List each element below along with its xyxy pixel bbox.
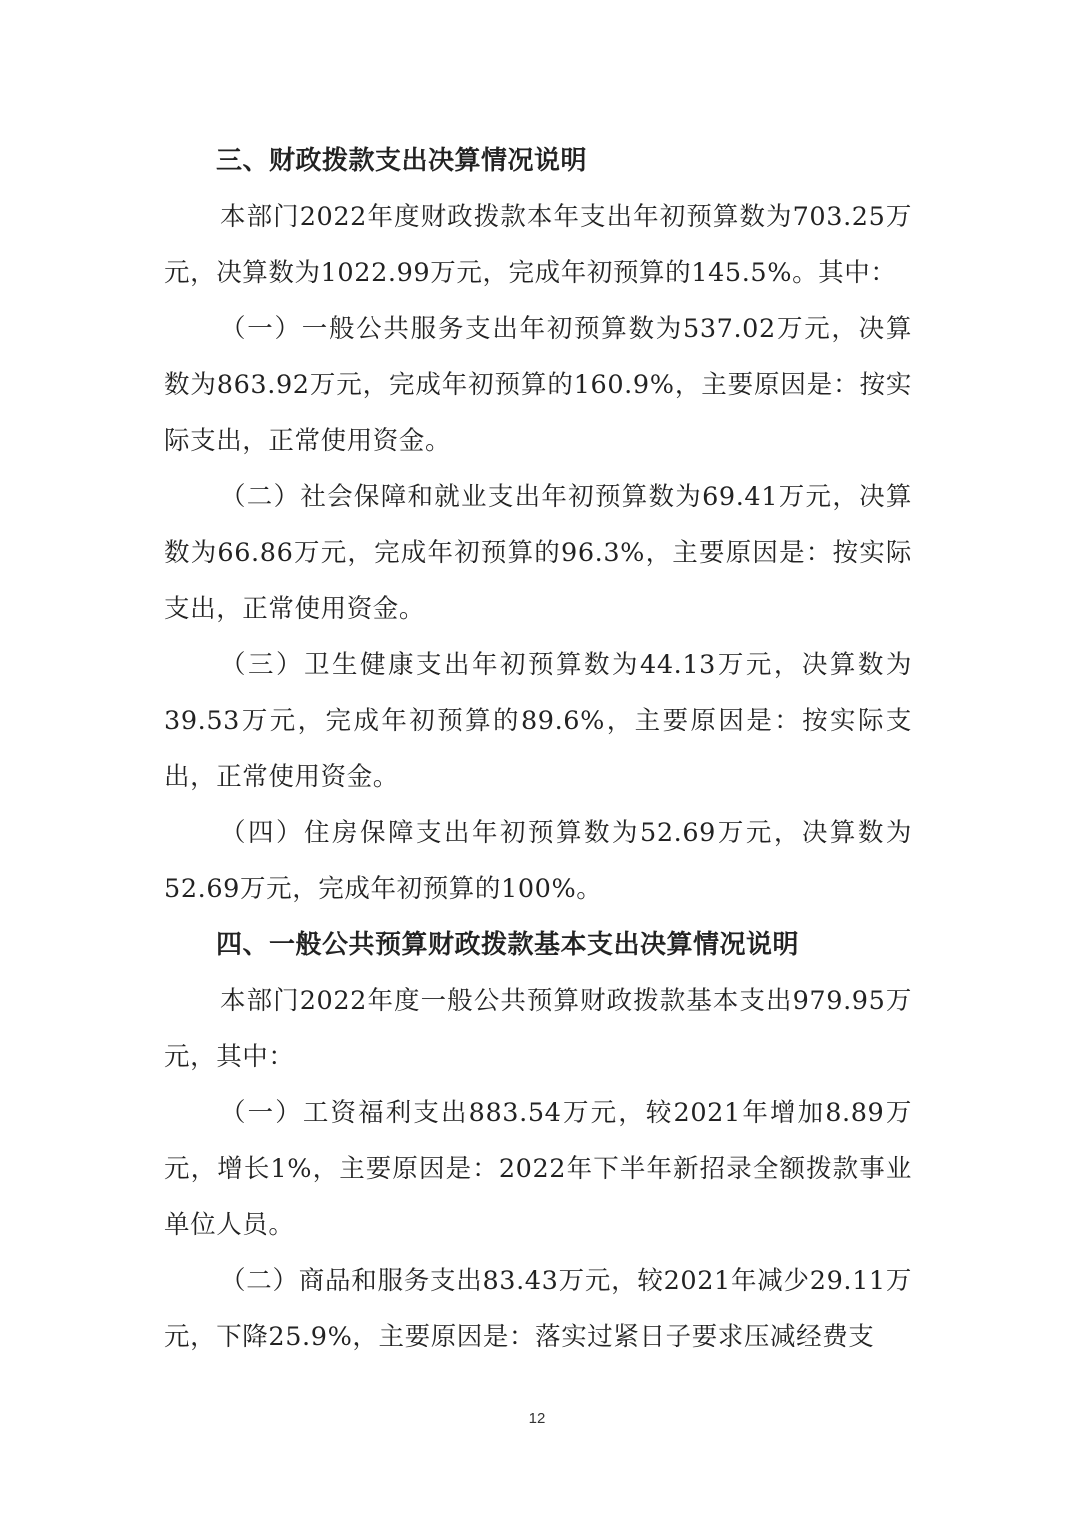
- paragraph-health: （三）卫生健康支出年初预算数为44.13万元，决算数为39.53万元，完成年初预算的89.6%，主要原因是：按实际支出，正常使用资金。: [164, 650, 912, 792]
- paragraph-goods-services: （二）商品和服务支出83.43万元，较2021年减少29.11万元，下降25.9%，主要原因是：落实过紧日子要求压减经费支: [164, 1266, 912, 1352]
- paragraph-housing: （四）住房保障支出年初预算数为52.69万元，决算数为52.69万元，完成年初预算的100%。: [164, 818, 912, 904]
- paragraph-basic-expenditure-summary: 本部门2022年度一般公共预算财政拨款基本支出979.95万元，其中：: [164, 986, 912, 1072]
- section-heading-4: 四、一般公共预算财政拨款基本支出决算情况说明: [216, 930, 800, 960]
- page-number: 12: [528, 1410, 546, 1427]
- paragraph-social-security: （二）社会保障和就业支出年初预算数为69.41万元，决算数为66.86万元，完成年初预算的96.3%，主要原因是：按实际支出，正常使用资金。: [164, 482, 912, 624]
- paragraph-general-public-services: （一）一般公共服务支出年初预算数为537.02万元，决算数为863.92万元，完成年初预算的160.9%，主要原因是：按实际支出，正常使用资金。: [164, 314, 912, 456]
- document-body: [164, 133, 912, 1365]
- paragraph-wages-welfare: （一）工资福利支出883.54万元，较2021年增加8.89万元，增长1%，主要原因是：2022年下半年新招录全额拨款事业单位人员。: [164, 1098, 912, 1240]
- section-heading-3: 三、财政拨款支出决算情况说明: [216, 146, 588, 176]
- paragraph-budget-summary: 本部门2022年度财政拨款本年支出年初预算数为703.25万元，决算数为1022.99万元，完成年初预算的145.5%。其中：: [164, 202, 912, 288]
